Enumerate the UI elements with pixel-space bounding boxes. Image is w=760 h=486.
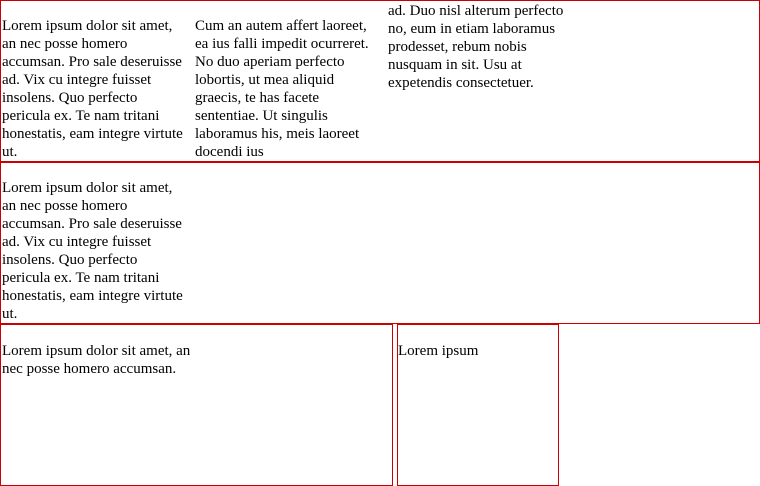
narrow-text-box — [397, 324, 559, 486]
wide-box-text: Lorem ipsum dolor sit amet, an nec posse homero accumsan. — [2, 343, 191, 377]
column-text-3: ad. Duo nisl alterum perfecto no, eum in etiam laboramus prodesset, rebum nobis nusquam in sit. Usu at expetendis consectetuer. — [388, 3, 564, 91]
wide-text-box — [0, 324, 393, 486]
multicolumn-text-container — [0, 0, 760, 162]
column-text-2: Cum an autem affert laoreet, ea ius falli impedit ocurreret. No duo aperiam perfecto lobortis, ut mea aliquid graecis, te has facete sententiae. Ut singulis laboramus his, meis laoreet docendi ius — [195, 18, 369, 160]
narrow-box-text: Lorem ipsum — [398, 343, 479, 359]
single-column-text-container — [0, 162, 760, 324]
column-text: Lorem ipsum dolor sit amet, an nec posse homero accumsan. Pro sale deseruisse ad. Vix cu integre fuisset insolens. Quo perfecto pericula ex. Te nam tritani honestatis, eam integre virtute ut. — [2, 180, 183, 322]
column-text-1: Lorem ipsum dolor sit amet, an nec posse homero accumsan. Pro sale deseruisse ad. Vix cu integre fuisset insolens. Quo perfecto pericula ex. Te nam tritani honestatis, eam integre virtute ut. — [2, 18, 183, 160]
